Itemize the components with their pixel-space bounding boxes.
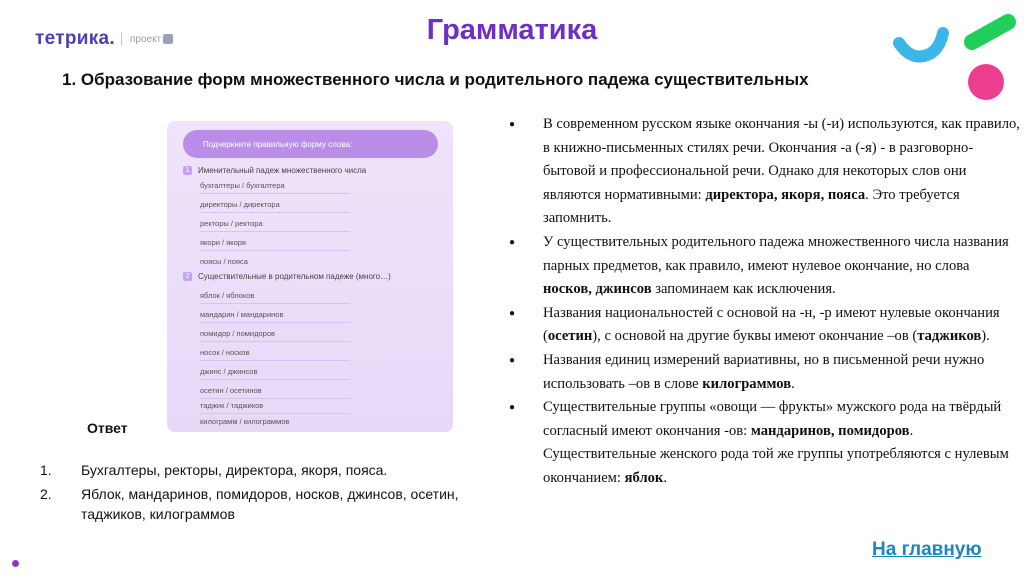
worksheet-option: ректоры / ректора bbox=[200, 219, 263, 228]
divider bbox=[200, 303, 350, 304]
page-title: Грамматика bbox=[426, 14, 598, 46]
rule-emphasis: директора, якоря, пояса bbox=[705, 186, 866, 203]
worksheet-card bbox=[167, 121, 453, 432]
section-title: Именительный падеж множественного числа bbox=[198, 166, 367, 175]
worksheet-option: килограмм / килограммов bbox=[200, 417, 290, 426]
worksheet-option: директоры / директора bbox=[200, 200, 280, 209]
rules-list bbox=[505, 113, 1020, 491]
divider bbox=[200, 212, 350, 213]
divider bbox=[200, 379, 350, 380]
divider bbox=[200, 322, 350, 323]
rule-emphasis: носков, джинсов bbox=[543, 281, 652, 298]
worksheet-section-1 bbox=[183, 166, 366, 175]
blue-curve-decoration-icon bbox=[893, 25, 951, 65]
answer-number: 2. bbox=[40, 486, 52, 502]
worksheet-option: яблок / яблоков bbox=[200, 291, 255, 300]
divider bbox=[200, 413, 350, 414]
worksheet-option: бухгалтеры / бухгалтера bbox=[200, 181, 285, 190]
answer-item-1 bbox=[40, 460, 520, 480]
section-title: Существительные в родительном падеже (много…) bbox=[198, 272, 391, 281]
rule-text: ). bbox=[981, 328, 990, 345]
worksheet-option: помидор / помидоров bbox=[200, 329, 275, 338]
bullet-icon: ● bbox=[509, 119, 516, 130]
pink-circle-decoration-icon bbox=[968, 64, 1004, 100]
rule-item bbox=[505, 302, 1020, 349]
rule-item bbox=[505, 396, 1020, 490]
answer-item-2 bbox=[40, 484, 520, 524]
worksheet-section-2 bbox=[183, 272, 391, 281]
rule-text: В современном русском языке окончания -ы (-и) используются, как правило, в книжно-письменных стилях речи. Окончания -а (-я) - в разговорно-бытовой и профессиональной речи. Однако для некоторых слов они являются нормативными: bbox=[543, 116, 1020, 203]
rule-text: У существительных родительного падежа множественного числа названия парных предметов, как правило, имеют нулевое окончание, но слова bbox=[543, 233, 1009, 274]
worksheet-option: поясы / пояса bbox=[200, 257, 248, 266]
bullet-icon: ● bbox=[509, 354, 516, 366]
divider bbox=[200, 341, 350, 342]
purple-dot-decoration-icon bbox=[12, 560, 19, 567]
worksheet-option: таджик / таджиков bbox=[200, 401, 264, 410]
answer-text: Бухгалтеры, ректоры, директора, якоря, пояса. bbox=[81, 462, 388, 478]
worksheet-header: Подчеркните правильную форму слова: bbox=[183, 130, 438, 158]
page-subtitle: 1. Образование форм множественного числа и родительного падежа существительных bbox=[62, 70, 809, 89]
rule-item bbox=[505, 231, 1020, 302]
divider bbox=[200, 231, 350, 232]
rule-item bbox=[505, 113, 1020, 231]
divider bbox=[200, 250, 350, 251]
rule-text: . Существительные женского рода той же группы употребляются с нулевым окончанием: bbox=[543, 422, 1009, 486]
worksheet-option: мандарин / мандаринов bbox=[200, 310, 284, 319]
rule-item bbox=[505, 349, 1020, 396]
worksheet-option: осетин / осетинов bbox=[200, 386, 262, 395]
rule-text: Существительные группы «овощи — фрукты» мужского рода на твёрдый согласный имеют окончания -ов: bbox=[543, 399, 1002, 439]
bullet-icon: ● bbox=[509, 402, 516, 414]
divider bbox=[200, 193, 350, 194]
rule-text: . bbox=[791, 375, 795, 392]
worksheet-option: джинс / джинсов bbox=[200, 367, 258, 376]
answer-label: Ответ bbox=[87, 420, 128, 436]
rule-text: запоминаем как исключения. bbox=[651, 281, 836, 298]
bullet-icon: ● bbox=[509, 236, 516, 248]
answer-number: 1. bbox=[40, 462, 52, 478]
logo-project-label: проект bbox=[129, 33, 162, 45]
section-number-badge: 1 bbox=[183, 166, 192, 175]
answer-text: Яблок, мандаринов, помидоров, носков, джинсов, осетин, таджиков, килограммов bbox=[81, 486, 459, 522]
rule-text: . Это требуется запомнить. bbox=[543, 186, 960, 227]
rule-emphasis: осетин bbox=[547, 328, 593, 345]
logo-brand: тетрика. bbox=[35, 28, 115, 49]
section-number-badge: 2 bbox=[183, 272, 192, 281]
green-capsule-decoration-icon bbox=[962, 12, 1018, 52]
rule-text: Названия национальностей с основой на -н, -р имеют нулевые окончания ( bbox=[543, 304, 1000, 345]
rule-emphasis: яблок bbox=[624, 469, 664, 486]
rule-emphasis: таджиков bbox=[917, 328, 982, 345]
divider bbox=[200, 360, 350, 361]
rule-text: . bbox=[663, 469, 667, 486]
rule-emphasis: килограммов bbox=[702, 375, 792, 392]
home-link[interactable]: На главную bbox=[872, 539, 982, 560]
rule-text: ), с основой на другие буквы имеют окончание –ов ( bbox=[592, 328, 918, 345]
bullet-icon: ● bbox=[509, 307, 516, 319]
divider bbox=[200, 398, 350, 399]
worksheet-option: якори / якоря bbox=[200, 238, 246, 247]
rule-text: Названия единиц измерений вариативны, но в письменной речи нужно использовать –ов в слове bbox=[543, 351, 985, 392]
rule-emphasis: мандаринов, помидоров bbox=[750, 422, 910, 439]
worksheet-option: носок / носков bbox=[200, 348, 250, 357]
